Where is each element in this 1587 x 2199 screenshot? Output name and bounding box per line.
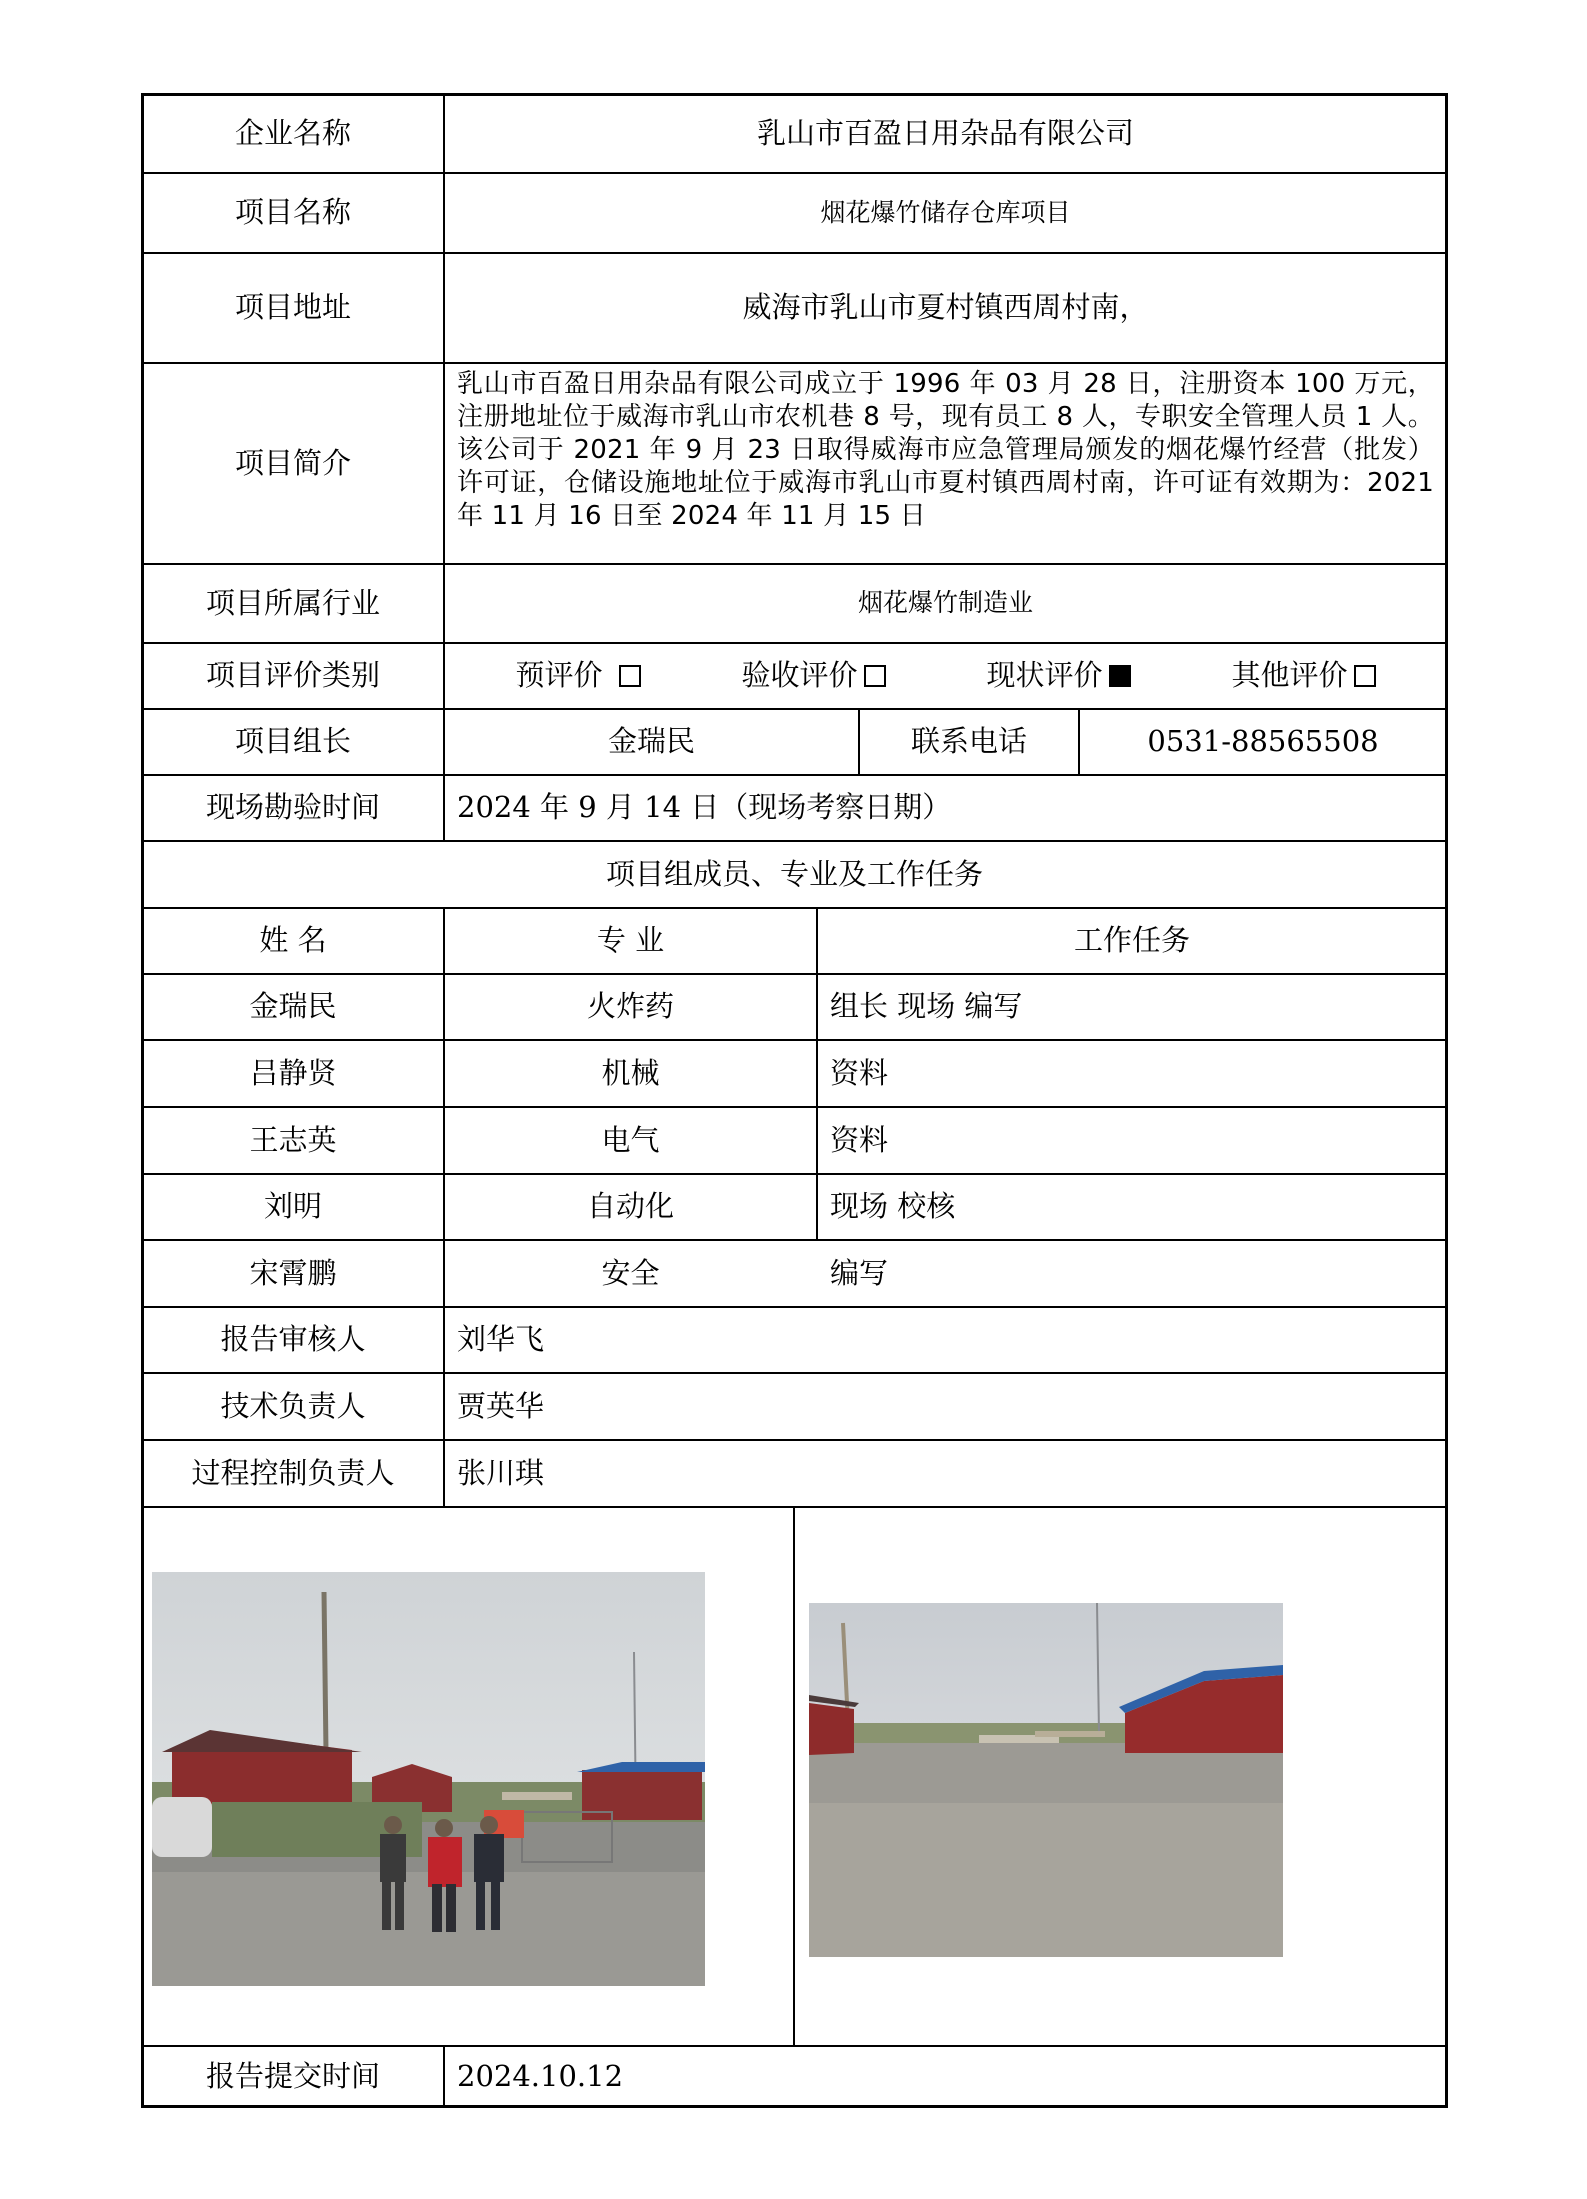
- survey-time: 2024 年 9 月 14 日（现场考察日期）: [457, 790, 952, 825]
- member-major: 自动化: [586, 1189, 674, 1224]
- warehouse-yard-photo: [809, 1603, 1283, 1957]
- project-intro-label: 项目简介: [234, 445, 351, 480]
- eval-option-current[interactable]: [986, 659, 1130, 692]
- member-task: 资料: [830, 1055, 889, 1090]
- reviewer-name: 刘华飞: [457, 1322, 545, 1357]
- project-address-label: 项目地址: [234, 290, 351, 325]
- company-name: 乳山市百盈日用杂品有限公司: [756, 115, 1134, 150]
- project-address: 威海市乳山市夏村镇西周村南，: [742, 290, 1149, 325]
- member-name: 吕静贤: [249, 1055, 337, 1090]
- site-photo-with-staff: [152, 1572, 705, 1986]
- project-name: 烟花爆竹储存仓库项目: [820, 197, 1071, 227]
- eval-option-pre[interactable]: [515, 659, 640, 692]
- member-task: 组长 现场 编写: [830, 989, 1023, 1024]
- eval-option-acceptance[interactable]: [741, 659, 885, 692]
- phone-label: 联系电话: [910, 724, 1027, 759]
- company-label: 企业名称: [234, 115, 351, 150]
- eval-option-pre-label: 预评价: [515, 658, 603, 693]
- member-name: 刘明: [263, 1189, 322, 1224]
- checkbox-checked-icon: [1109, 665, 1131, 687]
- checkbox-icon: [619, 665, 641, 687]
- checkbox-icon: [1354, 665, 1376, 687]
- project-intro: 乳山市百盈日用杂品有限公司成立于 1996 年 03 月 28 日，注册资本 100 万元，注册地址位于威海市乳山市农机巷 8 号，现有员工 8 人，专职安全管理人员 1 人。该公司于 2021 年 9 月 23 日取得威海市应急管理局颁发的烟花爆竹经营（批发）许可证，仓储设施地址位于威海市乳山市夏村镇西周村南，许可证有效期为：2021 年 11 月 16 日至 2024 年 11 月 15 日: [457, 369, 1434, 531]
- industry-label: 项目所属行业: [205, 585, 380, 620]
- member-name: 王志英: [249, 1122, 337, 1157]
- member-major: 机械: [601, 1055, 660, 1090]
- eval-option-acceptance-label: 验收评价: [741, 658, 858, 693]
- eval-option-other-label: 其他评价: [1231, 658, 1348, 693]
- member-task: 现场 校核: [830, 1189, 956, 1224]
- survey-time-label: 现场勘验时间: [205, 790, 380, 825]
- tech-lead-label: 技术负责人: [220, 1388, 366, 1423]
- members-header-name: 姓 名: [259, 923, 327, 958]
- reviewer-label: 报告审核人: [220, 1322, 366, 1357]
- checkbox-icon: [864, 665, 886, 687]
- member-major: 电气: [601, 1122, 660, 1157]
- member-name: 宋霄鹏: [249, 1255, 337, 1290]
- industry: 烟花爆竹制造业: [857, 588, 1033, 618]
- members-header-task: 工作任务: [1073, 923, 1190, 958]
- leader-label: 项目组长: [234, 724, 351, 759]
- tech-lead-name: 贾英华: [457, 1388, 545, 1423]
- eval-type-label: 项目评价类别: [205, 658, 380, 693]
- eval-option-current-label: 现状评价: [986, 658, 1103, 693]
- member-major: 火炸药: [586, 989, 674, 1024]
- member-name: 金瑞民: [249, 989, 337, 1024]
- eval-option-other[interactable]: [1231, 659, 1375, 692]
- leader-name: 金瑞民: [607, 724, 695, 759]
- members-title: 项目组成员、专业及工作任务: [605, 856, 983, 891]
- member-task: 资料: [830, 1122, 889, 1157]
- member-major: 安全: [601, 1255, 660, 1290]
- process-lead-name: 张川琪: [457, 1455, 545, 1490]
- submit-time-label: 报告提交时间: [205, 2058, 380, 2093]
- phone-number: 0531-88565508: [1147, 724, 1379, 759]
- submit-time: 2024.10.12: [457, 2058, 624, 2093]
- eval-type-options: [445, 644, 1446, 708]
- project-name-label: 项目名称: [234, 195, 351, 230]
- member-task: 编写: [830, 1255, 889, 1290]
- process-lead-label: 过程控制负责人: [191, 1455, 395, 1490]
- members-header-major: 专 业: [596, 923, 665, 958]
